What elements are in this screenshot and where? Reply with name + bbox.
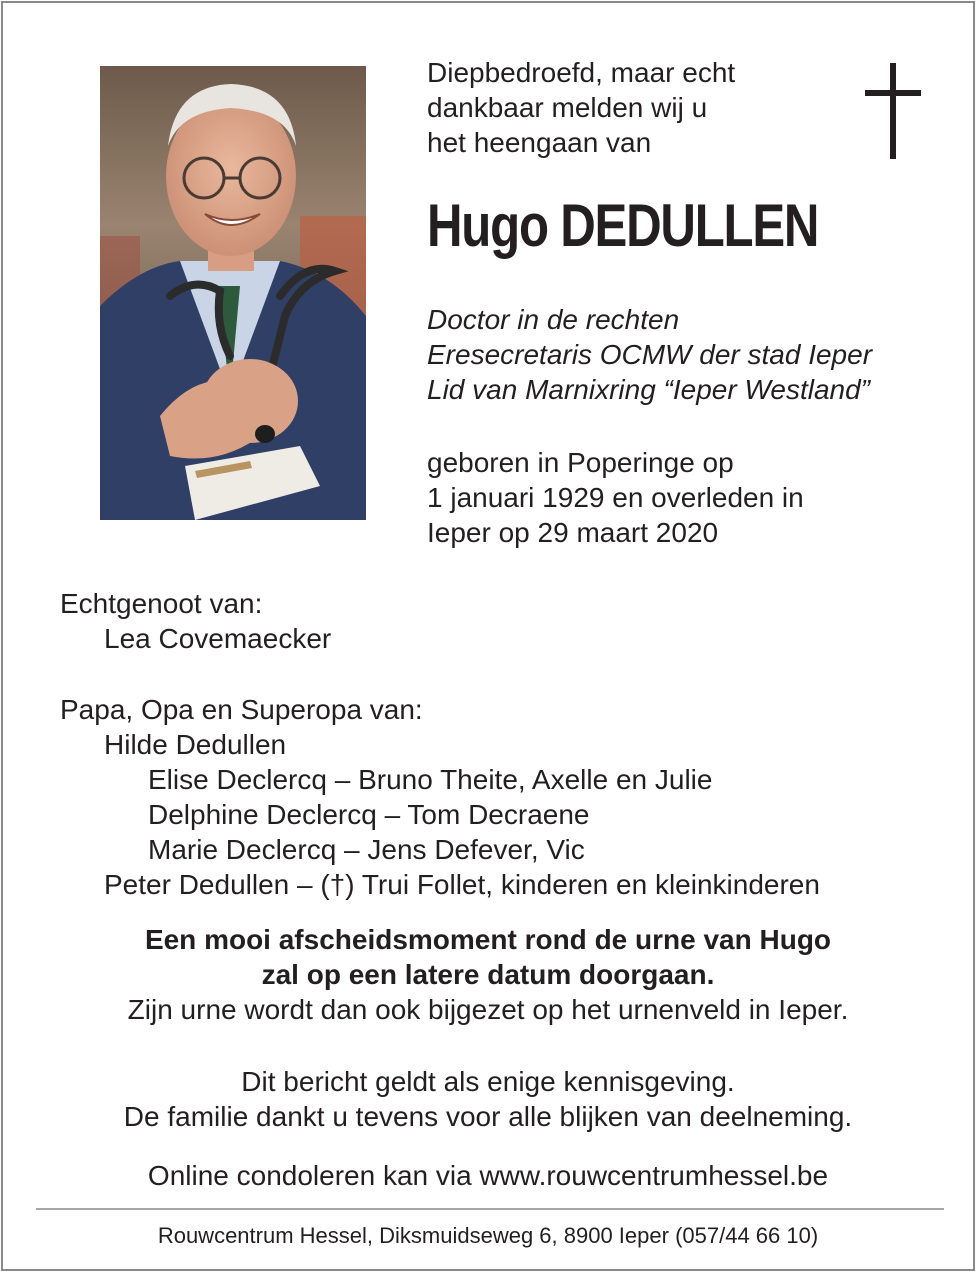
portrait-photo: [100, 66, 366, 520]
notice-block: [0, 1064, 976, 1134]
cross-icon: [865, 63, 921, 159]
farewell-bold-line: Een mooi afscheidsmoment rond de urne van Hugo: [144, 924, 832, 955]
born-line: geboren in Poperinge op: [427, 447, 734, 478]
deceased-name: Hugo DEDULLEN: [427, 192, 819, 259]
farewell-line: Zijn urne wordt dan ook bijgezet op het urnenveld in Ieper.: [127, 994, 849, 1025]
family-member: Delphine Declercq – Tom Decraene: [148, 799, 590, 830]
online-condolence: [0, 1158, 976, 1193]
footer-divider: [36, 1208, 944, 1210]
family-section: [60, 586, 820, 902]
family-member: Elise Declercq – Bruno Theite, Axelle en Julie: [148, 764, 713, 795]
born-line: Ieper op 29 maart 2020: [427, 517, 719, 548]
intro-line: Diepbedroefd, maar echt: [427, 57, 736, 88]
intro-text: [427, 55, 735, 160]
family-member: Hilde Dedullen: [104, 729, 287, 760]
title-line: Eresecretaris OCMW der stad Ieper: [427, 339, 873, 370]
intro-line: dankbaar melden wij u: [427, 92, 708, 123]
spouse-name: Lea Covemaecker: [104, 623, 332, 654]
children-heading: Papa, Opa en Superopa van:: [60, 694, 423, 725]
titles: [427, 302, 872, 407]
born-line: 1 januari 1929 en overleden in: [427, 482, 804, 513]
notice-line: Dit bericht geldt als enige kennisgeving.: [241, 1066, 735, 1097]
intro-line: het heengaan van: [427, 127, 652, 158]
spouse-heading: Echtgenoot van:: [60, 588, 263, 619]
family-member: Marie Declercq – Jens Defever, Vic: [148, 834, 585, 865]
notice-line: De familie dankt u tevens voor alle blijken van deelneming.: [123, 1101, 853, 1132]
farewell-block: [0, 922, 976, 1027]
online-line: Online condoleren kan via www.rouwcentrumhessel.be: [147, 1160, 829, 1191]
title-line: Lid van Marnixring “Ieper Westland”: [427, 374, 871, 405]
footer-address: Rouwcentrum Hessel, Diksmuidseweg 6, 8900 Ieper (057/44 66 10): [157, 1223, 819, 1248]
birth-death-info: [427, 445, 804, 550]
farewell-bold-line: zal op een latere datum doorgaan.: [261, 959, 715, 990]
title-line: Doctor in de rechten: [427, 304, 680, 335]
family-member: Peter Dedullen – (†) Trui Follet, kinderen en kleinkinderen: [104, 869, 820, 900]
